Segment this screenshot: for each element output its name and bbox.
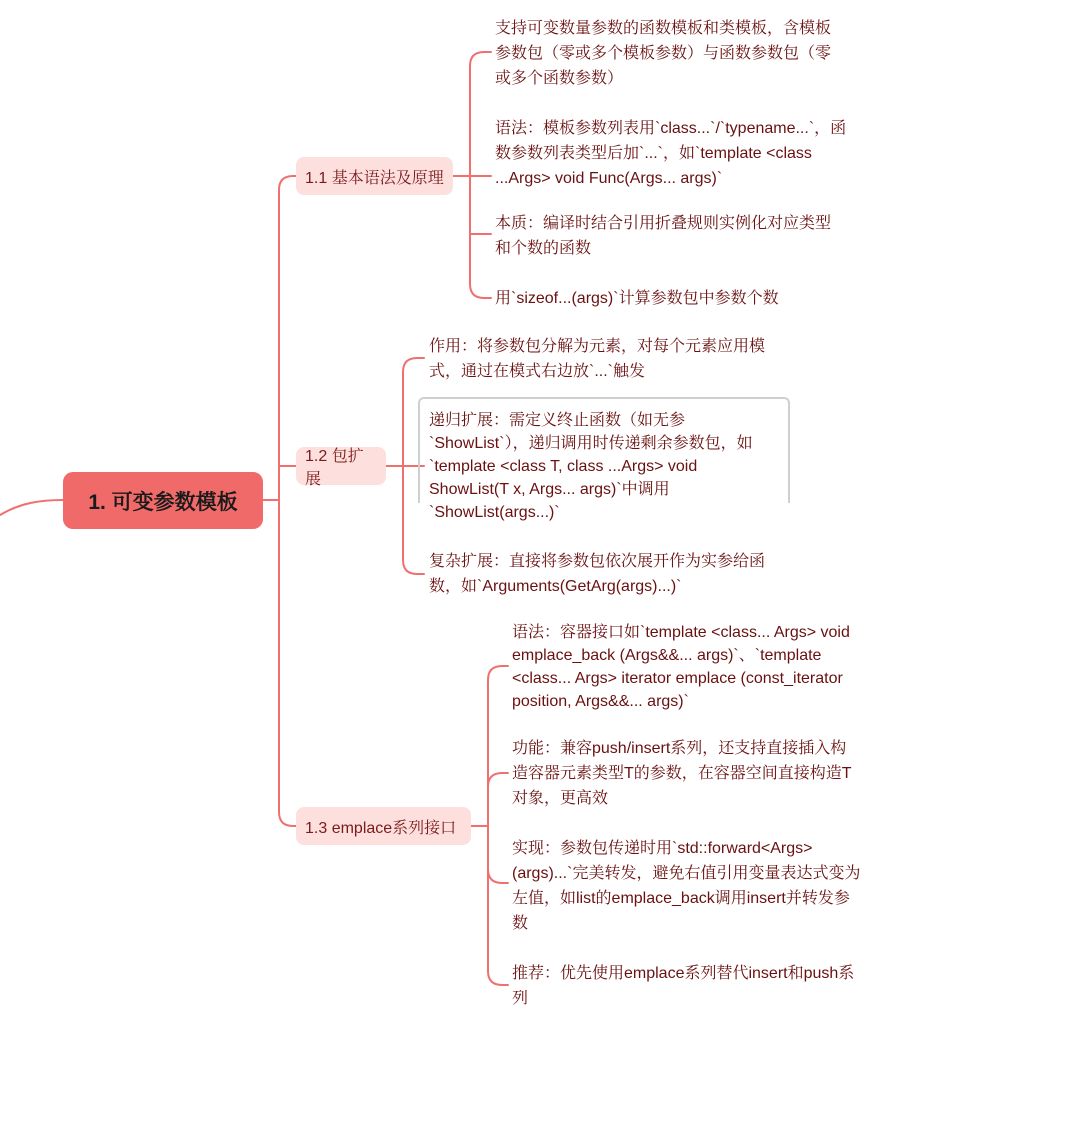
leaf-emplace-implementation[interactable]: 实现：参数包传递时用`std::forward<Args> (args)...`完美转发，避免右值引用变量表达式变为 左值，如list的emplace_back调用insert并转发参 数 xyxy=(512,840,861,932)
leaf-essence[interactable]: 本质：编译时结合引用折叠规则实例化对应类型 和个数的函数 xyxy=(495,215,832,257)
leaf-complex-expansion[interactable]: 复杂扩展：直接将参数包依次展开作为实参给函 数，如`Arguments(GetArg(args)...)` xyxy=(429,553,766,595)
branch-emplace[interactable]: 1.3 emplace系列接口 xyxy=(296,807,471,845)
leaf-expansion-purpose[interactable]: 作用：将参数包分解为元素，对每个元素应用模 式，通过在模式右边放`...`触发 xyxy=(429,338,766,380)
branch-basic-syntax[interactable]: 1.1 基本语法及原理 xyxy=(296,157,453,195)
root-topic[interactable]: 1. 可变参数模板 xyxy=(63,472,263,529)
branch-pack-expansion[interactable]: 1.2 包扩展 xyxy=(296,447,386,485)
leaf-sizeof[interactable]: 用`sizeof...(args)`计算参数包中参数个数 xyxy=(495,290,779,307)
leaf-emplace-function[interactable]: 功能：兼容push/insert系列，还支持直接插入构 造容器元素类型T的参数，在容器空间直接构造T 对象，更高效 xyxy=(512,740,852,807)
leaf-recursive-expansion[interactable]: 递归扩展：需定义终止函数（如无参 `ShowList`），递归调用时传递剩余参数包，如 `template <class T, class ...Args> void ShowList(T x, Args... args)`中调用 `ShowList(args...)` xyxy=(429,412,753,521)
leaf-emplace-syntax[interactable]: 语法：容器接口如`template <class... Args> void emplace_back (Args&&... args)`、`template <class... Args> iterator emplace (const_iterator position, Args&&... args)` xyxy=(512,624,850,710)
leaf-definition[interactable]: 支持可变数量参数的函数模板和类模板，含模板 参数包（零或多个模板参数）与函数参数包（零 或多个函数参数） xyxy=(495,20,832,87)
leaf-emplace-recommendation[interactable]: 推荐：优先使用emplace系列替代insert和push系 列 xyxy=(512,965,855,1007)
leaf-syntax[interactable]: 语法：模板参数列表用`class...`/`typename...`，函 数参数列表类型后加`...`，如`template <class ...Args> void Func(Args... args)` xyxy=(495,120,847,187)
